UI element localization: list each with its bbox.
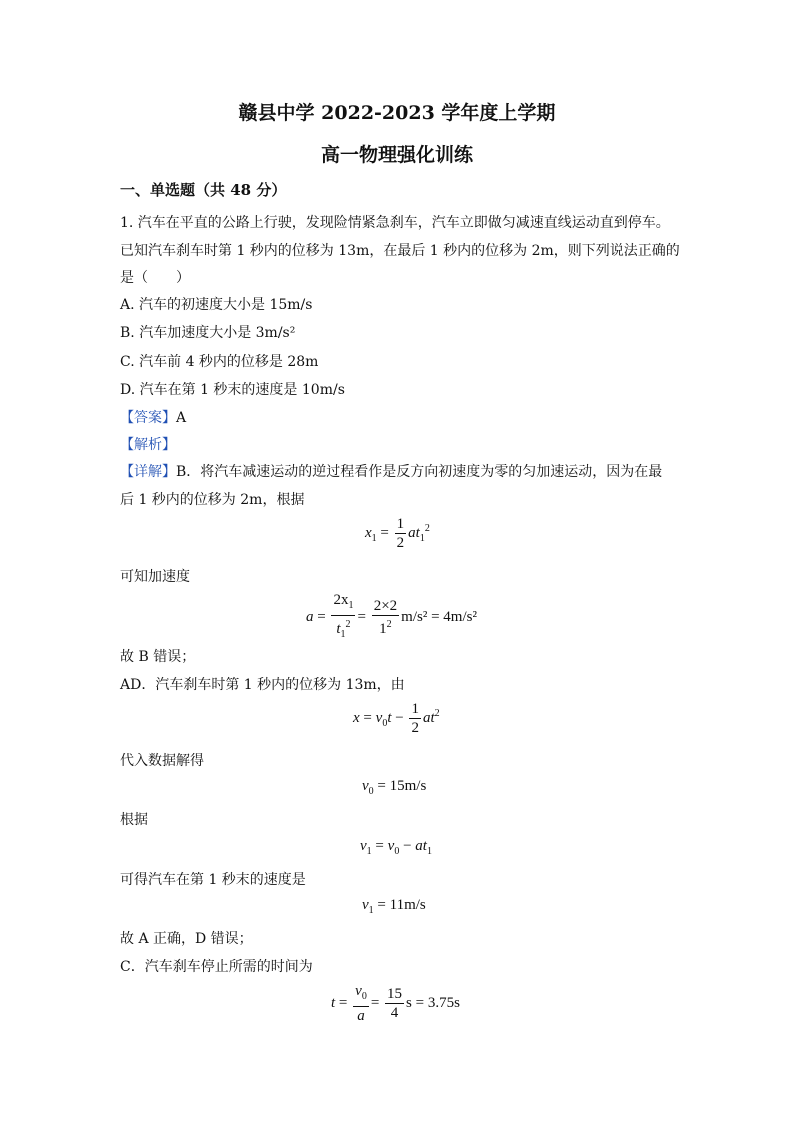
formula-v1-relation: $v_1 = v_0 - at_1$ bbox=[360, 838, 432, 857]
analysis-heading bbox=[120, 434, 176, 454]
text-according: 根据 bbox=[120, 812, 148, 828]
analysis-tag: 【解析】 bbox=[120, 437, 176, 453]
answer-tag: 【答案】 bbox=[120, 410, 176, 426]
question-stem-line-1: 1. 汽车在平直的公路上行驶，发现险情紧急刹车，汽车立即做匀减速直线运动直到停车。 bbox=[120, 215, 670, 231]
option-d: D. 汽车在第 1 秒末的速度是 10m/s bbox=[120, 382, 345, 398]
fraction-one-half: $\frac{1}{2}$ bbox=[396, 516, 405, 551]
formula-stop-time: t = $\frac{v_0}{a}$ = $\frac{15}{4}$ s = 3.75s bbox=[331, 983, 460, 1024]
detail-line-1 bbox=[120, 461, 662, 481]
detail-line-2: 后 1 秒内的位移为 2m，根据 bbox=[120, 492, 305, 508]
question-stem-line-2: 已知汽车刹车时第 1 秒内的位移为 13m，在最后 1 秒内的位移为 2m，则下列说法正确的 bbox=[120, 243, 680, 259]
formula-displacement: $x = v_0t$ − $\frac{1}{2}$ $at^2$ bbox=[353, 701, 440, 736]
answer-value: A bbox=[176, 410, 187, 426]
formula-v0: $v_0 = 15m/s$ bbox=[362, 778, 427, 797]
document-subtitle: 高一物理强化训练 bbox=[320, 144, 473, 166]
text-acceleration-intro: 可知加速度 bbox=[120, 569, 190, 585]
text-a-correct: 故 A 正确，D 错误； bbox=[120, 931, 253, 947]
text-v1-intro: 可得汽车在第 1 秒末的速度是 bbox=[120, 872, 306, 888]
question-stem-line-3: 是（ ） bbox=[120, 270, 190, 286]
formula-x1: $x_1$ = $\frac{1}{2}$ $at_1^2$ bbox=[365, 516, 430, 551]
text-c-intro: C．汽车刹车停止所需的时间为 bbox=[120, 959, 313, 975]
section-heading: 一、单选题（共 48 分） bbox=[120, 181, 287, 199]
text-b-wrong: 故 B 错误； bbox=[120, 649, 196, 665]
detail-text-1: B．将汽车减速运动的逆过程看作是反方向初速度为零的匀加速运动，因为在最 bbox=[176, 464, 663, 480]
text-ad-intro: AD．汽车刹车时第 1 秒内的位移为 13m，由 bbox=[120, 677, 405, 693]
formula-acceleration: a = $\frac{2x_1}{t_1^2}$ = $\frac{2\times 2}{1^2}$ m/s² = 4m/s² bbox=[306, 592, 477, 640]
option-b: B. 汽车加速度大小是 3m/s² bbox=[120, 325, 296, 341]
document-title: 赣县中学 2022-2023 学年度上学期 bbox=[238, 102, 556, 124]
formula-v1: $v_1 = 11m/s$ bbox=[362, 897, 426, 916]
answer-line bbox=[120, 407, 186, 427]
option-c: C. 汽车前 4 秒内的位移是 28m bbox=[120, 354, 319, 370]
detail-tag: 【详解】 bbox=[120, 464, 176, 480]
option-a: A. 汽车的初速度大小是 15m/s bbox=[120, 297, 313, 313]
text-substitute: 代入数据解得 bbox=[120, 753, 204, 769]
